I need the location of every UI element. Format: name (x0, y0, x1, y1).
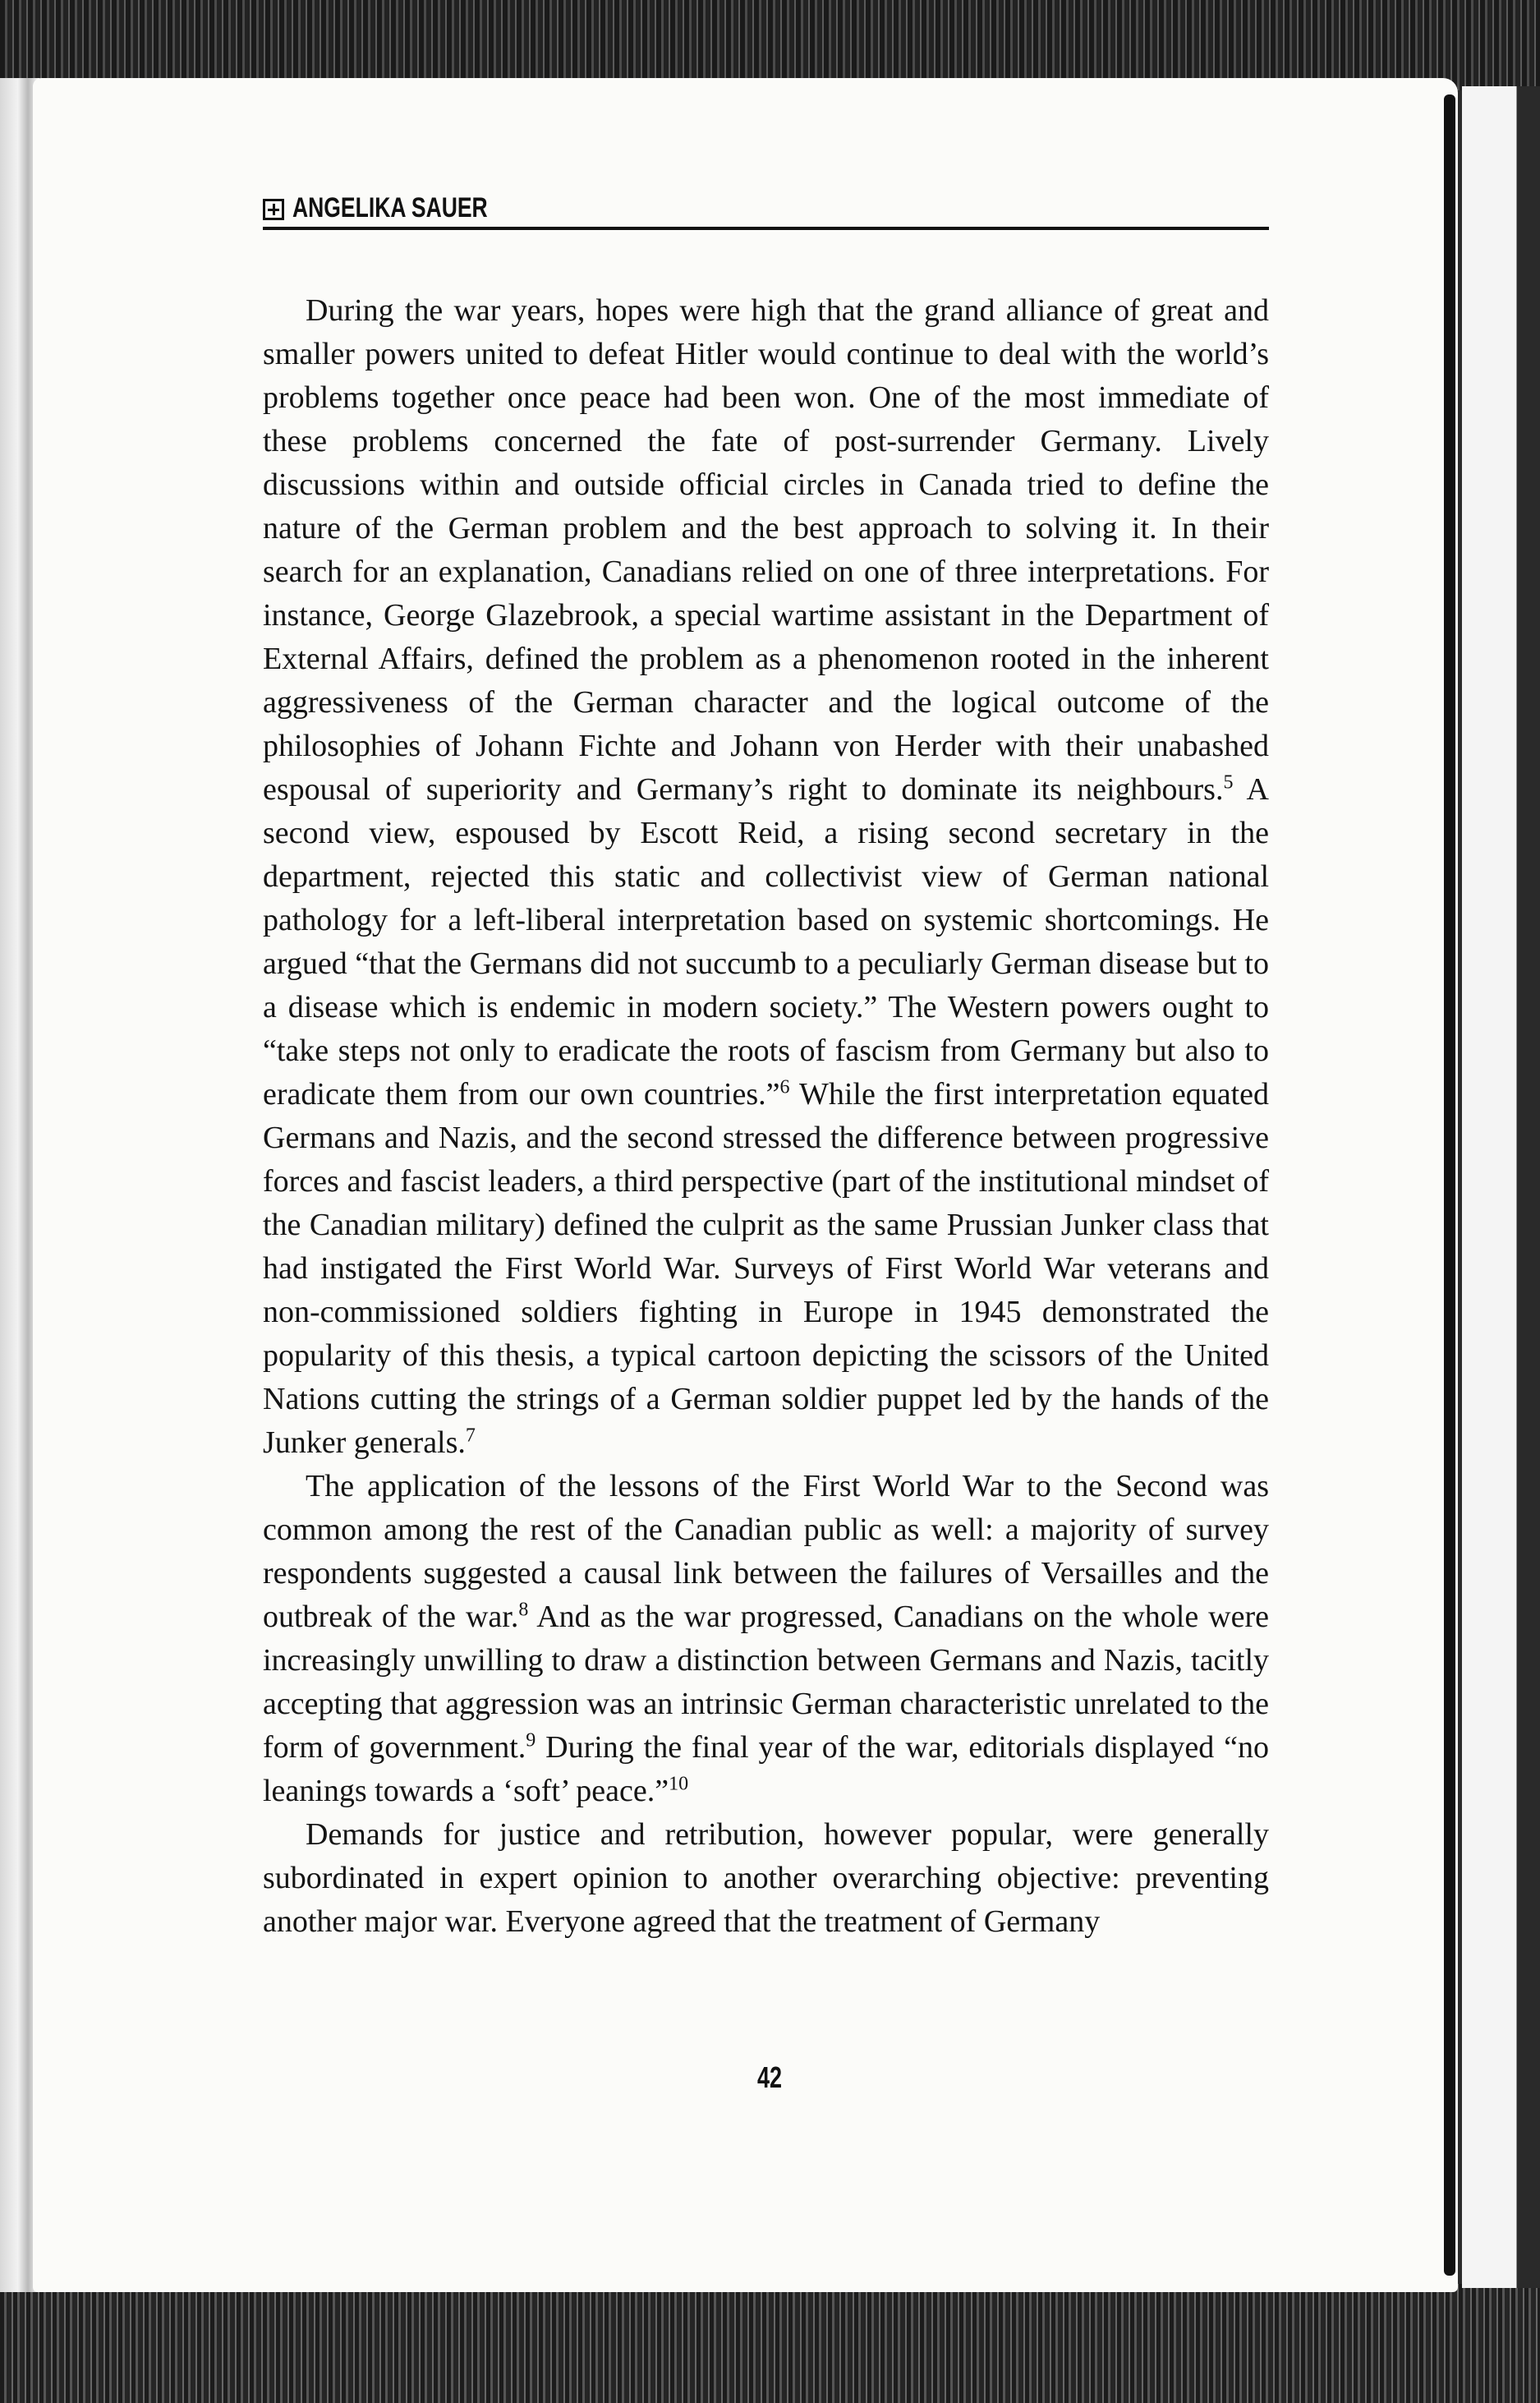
scanner-background-bottom (0, 2284, 1540, 2403)
running-header (263, 187, 1269, 230)
paragraph-text: The application of the lessons of the First World War to the Second was common among the rest of the Canadian public as well: a majority of survey respondents suggested a causal link between the failures of Versailles and the outbreak of the war. (263, 1469, 1269, 1634)
paragraph-text: And as the war progressed, Canadians on the whole were increasingly unwilling to draw a distinction between Germans and Nazis, tacitly accepting that aggression was an intrinsic German characteristic unrelated to the form of government. (263, 1600, 1270, 1765)
paragraph-text: A second view, espoused by Escott Reid, a rising second secretary in the department, rejected this static and collectivist view of German national pathology for a left-liberal interpretation based on systemic shortcomings. He argued “that the Germans did not succumb to a peculiarly German disease but to a disease which is endemic in modern society.” The Western powers ought to “take steps not only to eradicate the roots of fascism from Germany but also to eradicate them from our own countries.” (263, 772, 1269, 1112)
facing-page-sliver (1462, 86, 1540, 2288)
paragraph-text: While the first interpretation equated Germans and Nazis, and the second stressed the difference between progressive forces and fascist leaders, a third perspective (part of the institutional mindset of the Canadian military) defined the culprit as the same Prussian Junker class that had instigated the First World War. Surveys of First World War veterans and non-commissioned soldiers fighting in Europe in 1945 demonstrated the popularity of this thesis, a typical cartoon depicting the scissors of the United Nations cutting the strings of a German soldier puppet led by the hands of the Junker generals. (263, 1077, 1269, 1460)
page-edge-right (1444, 94, 1455, 2276)
footnote-reference[interactable]: 7 (465, 1425, 476, 1447)
footnote-reference[interactable]: 5 (1223, 771, 1234, 794)
ornament-icon (263, 199, 284, 220)
running-head-author: ANGELIKA SAUER (292, 192, 488, 223)
page-number (0, 2060, 1540, 2095)
footnote-reference[interactable]: 8 (518, 1599, 529, 1621)
footnote-reference[interactable]: 9 (526, 1729, 536, 1752)
footnote-reference[interactable]: 6 (779, 1076, 790, 1098)
paragraph (263, 289, 1269, 1465)
paragraph (263, 1813, 1269, 1944)
paragraph-text: During the war years, hopes were high that the grand alliance of great and smaller powers united to defeat Hitler would continue to deal with the world’s problems together once peace had been won. One of the most immediate of these problems concerned the fate of post-surrender Germany. Lively discussions within and outside official circles in Canada tried to define the nature of the German problem and the best approach to solving it. In their search for an explanation, Canadians relied on one of three interpretations. For instance, George Glazebrook, a special wartime assistant in the Department of External Affairs, defined the problem as a phenomenon rooted in the inherent aggressiveness of the German character and the logical outcome of the philosophies of Johann Fichte and Johann von Herder with their unabashed espousal of superiority and Germany’s right to dominate its neighbours. (263, 293, 1269, 807)
paragraph-text: Demands for justice and retribution, however popular, were generally subordinated in expert opinion to another overarching objective: preventing another major war. Everyone agreed that the treatment of Germany (263, 1817, 1269, 1939)
footnote-reference[interactable]: 10 (669, 1773, 689, 1795)
body-text (263, 289, 1269, 1944)
scanner-background-top (0, 0, 1540, 90)
paragraph-text: During the final year of the war, editorials displayed “no leanings towards a ‘soft’ peace.” (263, 1730, 1269, 1808)
paragraph (263, 1465, 1269, 1813)
page-number-value: 42 (757, 2060, 783, 2094)
